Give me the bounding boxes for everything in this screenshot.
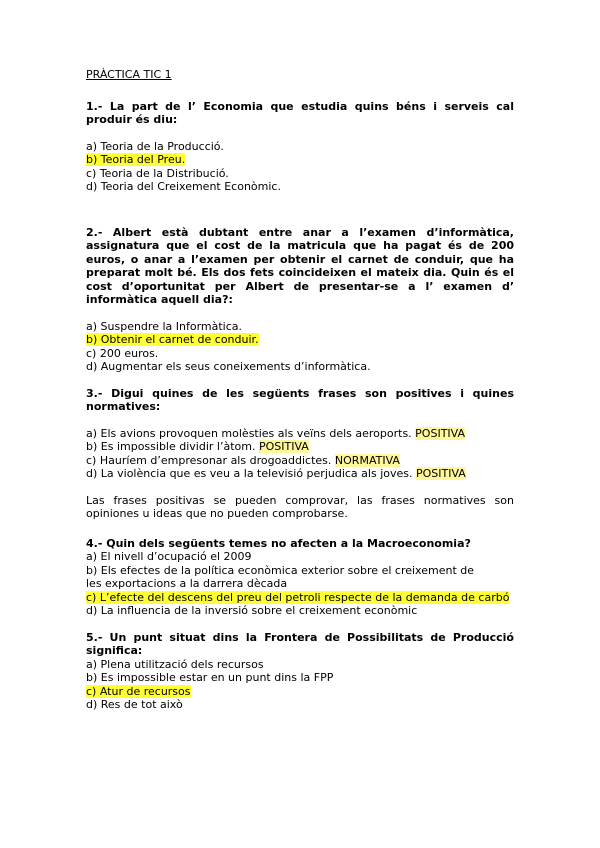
question-2 [86, 226, 514, 374]
classification-tag: NORMATIVA [334, 453, 400, 467]
answer-option: d) Augmentar els seus coneixements d’informàtica. [86, 360, 371, 373]
answer-option-highlighted: c) Atur de recursos [86, 684, 191, 698]
answer-option: d) Teoria del Creixement Econòmic. [86, 180, 281, 193]
question-2-text: 2.- Albert està dubtant entre anar a l’examen d’informàtica, assignatura que el cost de la matricula que ha pagat és de 200 euros, o anar a l’examen per obtenir el carnet de conduir, que ha preparat molt bé. Els dos fets coincideixen el mateix dia. Quin és el cost d’oportunitat per Albert de presentar-se a l’ examen d’ informàtica aquell dia?: [86, 225, 514, 306]
question-5-text: 5.- Un punt situat dins la Frontera de Possibilitats de Producció significa: [86, 630, 514, 657]
question-1 [86, 100, 514, 194]
answer-option: a) Teoria de la Producció. [86, 139, 224, 153]
answer-option: c) 200 euros. [86, 346, 159, 360]
answer-option: a) Plena utilització dels recursos [86, 657, 264, 671]
question-3 [86, 387, 514, 521]
question-5 [86, 631, 514, 712]
explanatory-note: Las frases positivas se pueden comprovar, las frases normatives son opiniones u ideas que no pueden comprobarse. [86, 493, 514, 520]
document-title: PRÀCTICA TIC 1 [86, 68, 172, 81]
classification-tag: POSITIVA [415, 426, 465, 440]
question-4-text: 4.- Quin dels següents temes no afecten a la Macroeconomia? [86, 536, 471, 550]
question-3-text: 3.- Digui quines de les següents frases son positives i quines normatives: [86, 386, 514, 413]
answer-option: b) Es impossible estar en un punt dins la FPP [86, 671, 334, 684]
answer-option: c) Teoria de la Distribució. [86, 166, 229, 180]
answer-option: a) Els avions provoquen molèsties als veïns dels aeroports. POSITIVA [86, 426, 465, 440]
answer-option: b) Es impossible dividir l’àtom. POSITIVA [86, 440, 309, 453]
answer-option: d) La violència que es veu a la televisió perjudica als joves. POSITIVA [86, 467, 466, 480]
classification-tag: POSITIVA [258, 440, 309, 453]
answer-option: d) Res de tot això [86, 698, 183, 711]
answer-option-highlighted: b) Obtenir el carnet de conduir. [86, 333, 259, 346]
answer-option-highlighted: b) Teoria del Preu. [86, 153, 186, 166]
question-1-text: 1.- La part de l’ Economia que estudia quins béns i serveis cal produir és diu: [86, 99, 514, 126]
document-page [86, 68, 514, 712]
answer-option: a) Suspendre la Informàtica. [86, 319, 243, 333]
answer-option: a) El nivell d’ocupació el 2009 [86, 550, 252, 563]
answer-option-highlighted: c) L’efecte del descens del preu del petroli respecte de la demanda de carbó [86, 590, 510, 604]
question-4 [86, 537, 514, 618]
answer-option: b) Els efectes de la política econòmica exterior sobre el creixement de [86, 563, 474, 577]
answer-option: d) La influencia de la inversió sobre el creixement econòmic [86, 604, 418, 617]
answer-option: c) Hauríem d’empresonar als drogoaddictes. NORMATIVA [86, 453, 400, 467]
answer-option-continued: les exportacions a la darrera dècada [86, 577, 288, 590]
classification-tag: POSITIVA [415, 467, 466, 480]
